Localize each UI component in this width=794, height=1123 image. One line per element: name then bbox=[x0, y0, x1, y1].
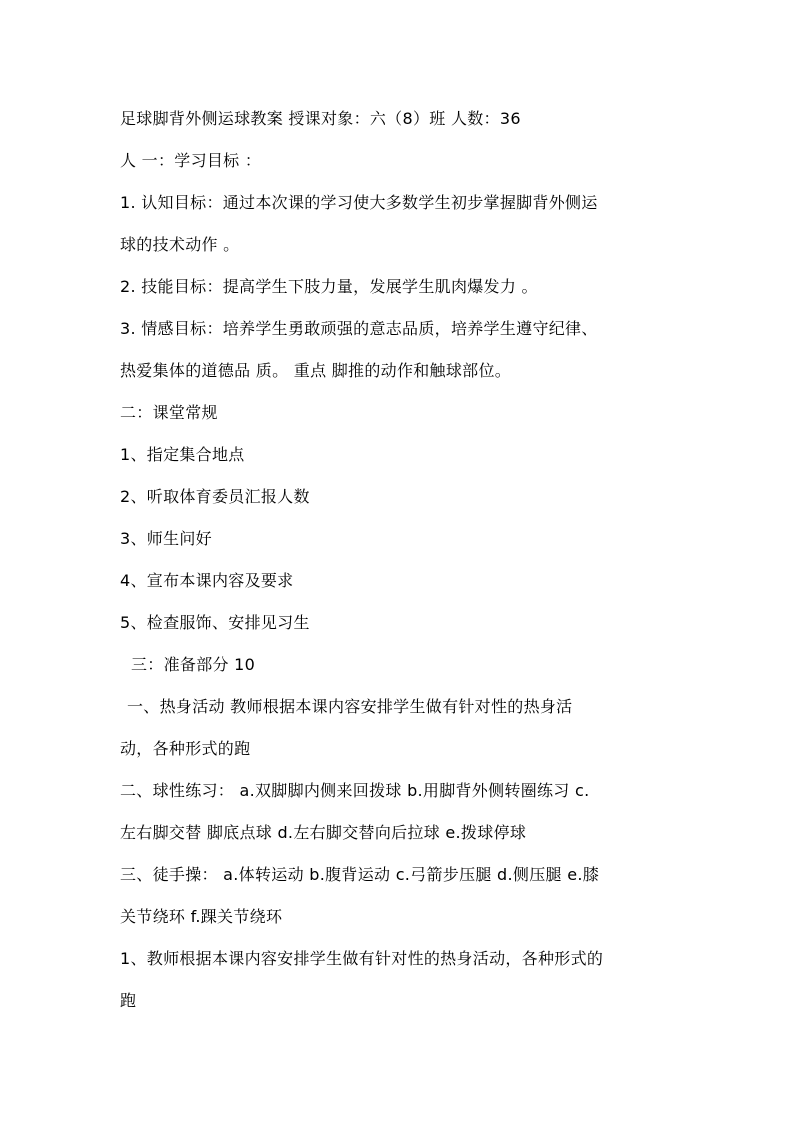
routine-item-5: 5、检查服饰、安排见习生 bbox=[120, 613, 310, 632]
calisthenics-line-2: 关节绕环 f.踝关节绕环 bbox=[120, 907, 283, 926]
ball-practice-line-2: 左右脚交替 脚底点球 d.左右脚交替向后拉球 e.拨球停球 bbox=[120, 823, 527, 842]
routine-item-1: 1、指定集合地点 bbox=[120, 445, 245, 464]
skill-goal-line: 2. 技能目标：提高学生下肢力量，发展学生肌肉爆发力 。 bbox=[120, 277, 538, 296]
teacher-instruction-line-1: 1、教师根据本课内容安排学生做有针对性的热身活动，各种形式的 bbox=[120, 949, 604, 968]
routine-item-4: 4、宣布本课内容及要求 bbox=[120, 571, 294, 590]
cognitive-goal-line-1: 1. 认知目标：通过本次课的学习使大多数学生初步掌握脚背外侧运 bbox=[120, 193, 598, 212]
ball-practice-line-1: 二、球性练习： a.双脚脚内侧来回拨球 b.用脚背外侧转圈练习 c. bbox=[120, 781, 590, 800]
teacher-instruction-line-2: 跑 bbox=[120, 991, 137, 1010]
cognitive-goal-line-2: 球的技术动作 。 bbox=[120, 235, 240, 254]
routine-item-2: 2、听取体育委员汇报人数 bbox=[120, 487, 310, 506]
calisthenics-line-1: 三、徒手操： a.体转运动 b.腹背运动 c.弓箭步压腿 d.侧压腿 e.膝 bbox=[120, 865, 600, 884]
preparation-heading: 三：准备部分 10 bbox=[131, 655, 256, 674]
warmup-line-2: 动，各种形式的跑 bbox=[120, 739, 251, 758]
title-line: 足球脚背外侧运球教案 授课对象：六（8）班 人数：36 bbox=[120, 109, 521, 128]
emotional-goal-line-1: 3. 情感目标：培养学生勇敢顽强的意志品质，培养学生遵守纪律、 bbox=[120, 319, 598, 338]
emotional-goal-line-2: 热爱集体的道德品 质。 重点 脚推的动作和触球部位。 bbox=[120, 361, 512, 380]
warmup-line-1: 一、热身活动 教师根据本课内容安排学生做有针对性的热身活 bbox=[127, 697, 573, 716]
classroom-routine-heading: 二：课堂常规 bbox=[120, 403, 218, 422]
objectives-heading-line: 人 一：学习目标 ： bbox=[120, 151, 262, 170]
routine-item-3: 3、师生问好 bbox=[120, 529, 212, 548]
